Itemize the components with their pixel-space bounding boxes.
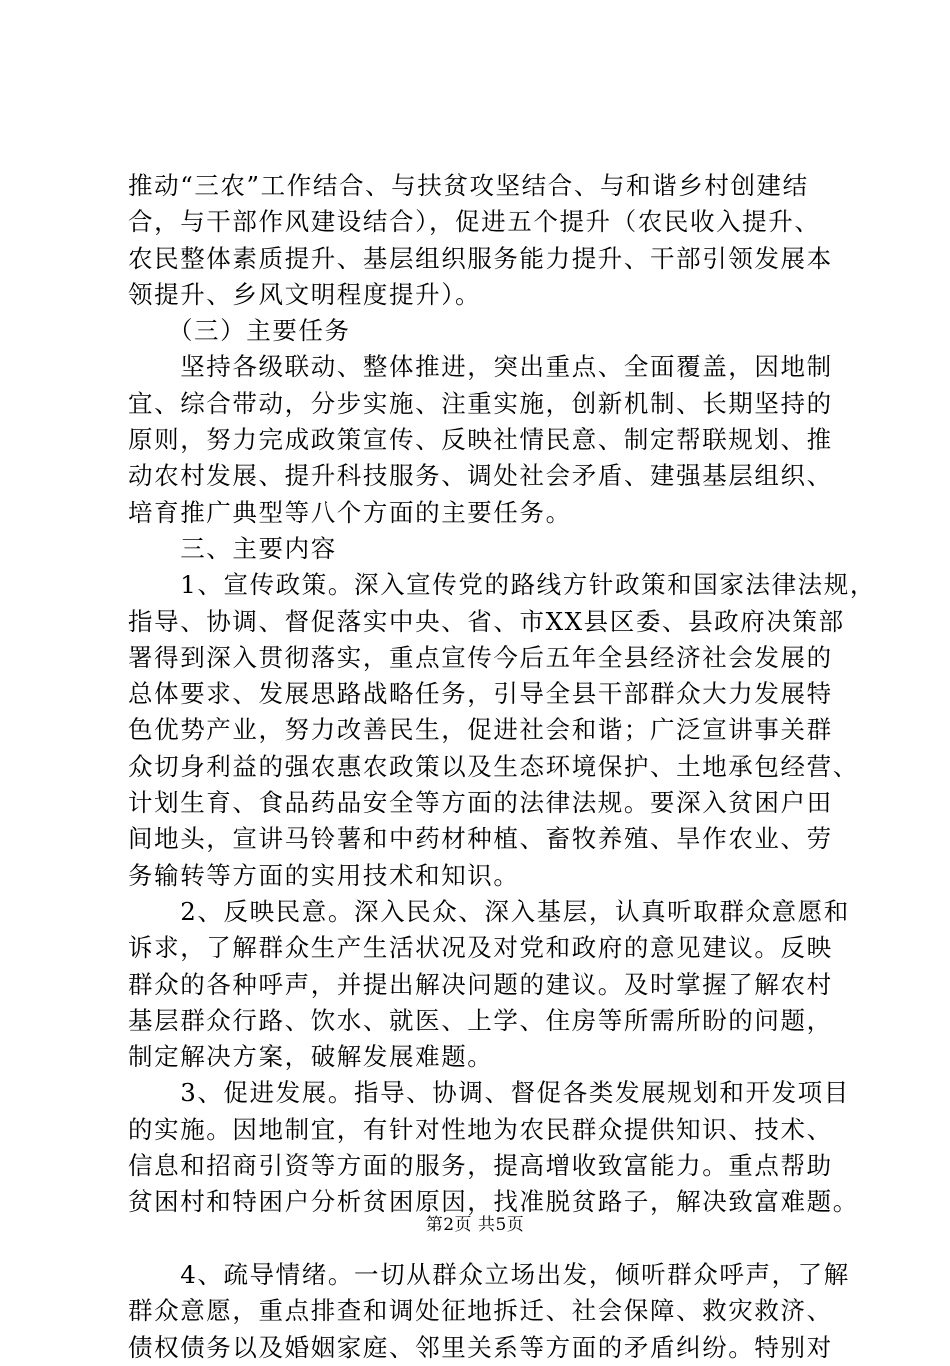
page-footer: 第2页 共5页 [425, 1215, 525, 1235]
text-line: 农民整体素质提升、基层组织服务能力提升、干部引领发展本 [128, 243, 833, 273]
text-line: 基层群众行路、饮水、就医、上学、住房等所需所盼的问题， [128, 1005, 833, 1035]
text-line: 署得到深入贯彻落实，重点宣传今后五年全县经济社会发展的 [128, 642, 833, 672]
text-line: 推动“三农”工作结合、与扶贫攻坚结合、与和谐乡村创建结 [128, 171, 809, 200]
text-line: 培育推广典型等八个方面的主要任务。 [128, 497, 572, 527]
text-line: 的实施。因地制宜，有针对性地为农民群众提供知识、技术、 [128, 1114, 833, 1144]
document-body [128, 168, 876, 1366]
text-line: 众切身利益的强农惠农政策以及生态环境保护、土地承包经营、 [128, 751, 859, 781]
text-line: 2、反映民意。深入民众、深入基层，认真听取群众意愿和 [128, 896, 850, 926]
text-line: 合，与干部作风建设结合），促进五个提升（农民收入提升、 [128, 207, 821, 237]
text-line: （三）主要任务 [128, 316, 351, 346]
text-line: 群众意愿，重点排查和调处征地拆迁、社会保障、救灾救济、 [128, 1296, 833, 1326]
text-line: 群众的各种呼声，并提出解决问题的建议。及时掌握了解农村 [128, 969, 833, 999]
text-line: 信息和招商引资等方面的服务，提高增收致富能力。重点帮助 [128, 1151, 833, 1181]
text-line: 债权债务以及婚姻家庭、邻里关系等方面的矛盾纠纷。特别对 [128, 1332, 833, 1362]
text-line: 三、主要内容 [128, 533, 337, 563]
text-line: 3、促进发展。指导、协调、督促各类发展规划和开发项目 [128, 1078, 850, 1108]
text-line: 领提升、乡风文明程度提升）。 [128, 279, 482, 309]
text-line: 色优势产业，努力改善民生，促进社会和谐；广泛宣讲事关群 [128, 715, 833, 745]
text-line: 务输转等方面的实用技术和知识。 [128, 860, 520, 890]
text-line: 动农村发展、提升科技服务、调处社会矛盾、建强基层组织、 [128, 461, 833, 491]
text-line: 间地头，宣讲马铃薯和中药材种植、畜牧养殖、旱作农业、劳 [128, 824, 833, 854]
text-line: 原则，努力完成政策宣传、反映社情民意、制定帮联规划、推 [128, 425, 833, 455]
text-line: 指导、协调、督促落实中央、省、市XX县区委、县政府决策部 [128, 606, 845, 636]
text-line: 总体要求、发展思路战略任务，引导全县干部群众大力发展特 [128, 679, 833, 709]
text-line: 宜、综合带动，分步实施、注重实施，创新机制、长期坚持的 [128, 388, 833, 418]
text-line: 计划生育、食品药品安全等方面的法律法规。要深入贫困户田 [128, 788, 833, 818]
text-line: 诉求，了解群众生产生活状况及对党和政府的意见建议。反映 [128, 933, 833, 963]
text-line: 坚持各级联动、整体推进，突出重点、全面覆盖，因地制 [128, 352, 833, 382]
text-line: 制定解决方案，破解发展难题。 [128, 1042, 494, 1072]
text-line: 贫困村和特困户分析贫困原因，找准脱贫路子，解决致富难题。 [128, 1187, 859, 1217]
text-line: 1、宣传政策。深入宣传党的路线方针政策和国家法律法规， [128, 570, 876, 600]
text-line: 4、疏导情绪。一切从群众立场出发，倾听群众呼声，了解 [128, 1259, 850, 1289]
